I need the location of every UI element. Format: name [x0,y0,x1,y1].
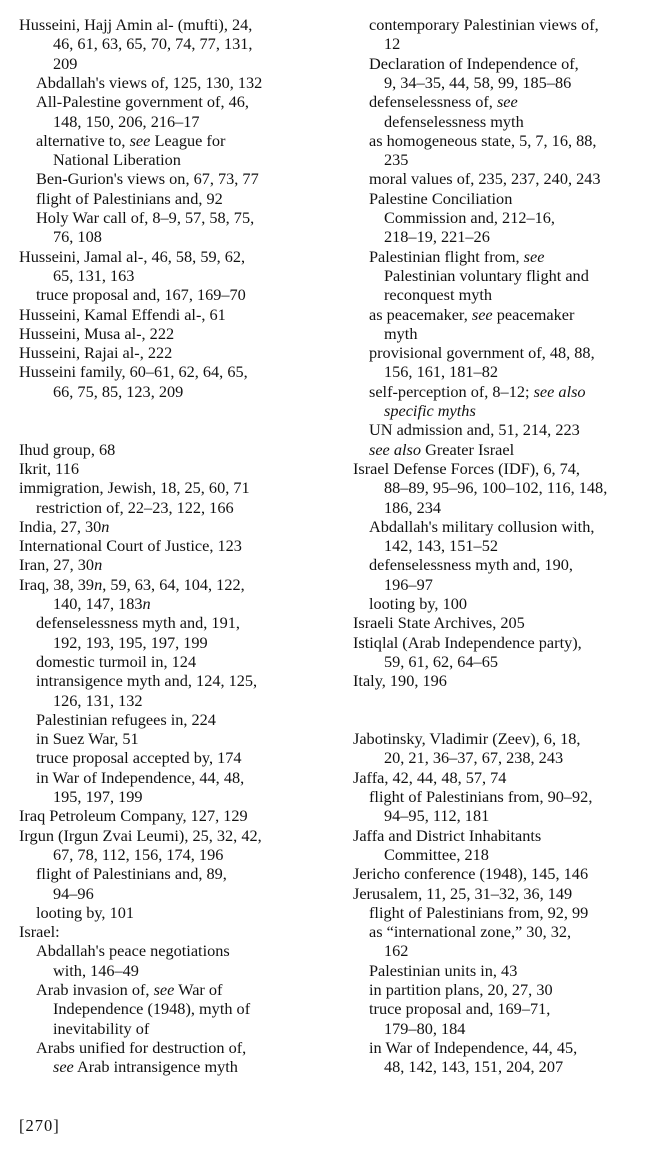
entry-text: peacemaker [492,304,575,324]
index-entry [353,768,506,787]
italic-text: see [471,304,493,324]
entry-text: with, 146–49 [53,960,139,980]
entry-text: , 59, 63, 64, 104, 122, [102,574,245,594]
index-subentry [369,305,574,324]
entry-text: Iraq Petroleum Company, 127, 129 [19,806,248,826]
entry-text: looting by, 101 [36,902,134,922]
index-continuation [384,478,607,497]
index-subentry [369,15,599,34]
entry-text: 9, 34–35, 44, 58, 99, 185–86 [384,72,572,92]
index-entry [19,343,172,362]
entry-text: India, 27, 30 [19,516,102,536]
index-entry [19,478,250,497]
index-continuation [53,112,200,131]
index-continuation [53,1019,149,1038]
entry-text: Husseini family, 60–61, 62, 64, 65, [19,362,248,382]
entry-text: Arabs unified for destruction of, [36,1037,247,1057]
entry-text: 179–80, 184 [384,1018,466,1038]
entry-text: in partition plans, 20, 27, 30 [369,980,553,999]
index-entry [353,633,582,652]
entry-text: defenselessness of, [369,92,497,112]
page-number: [270] [19,1116,60,1135]
index-subentry [36,748,242,767]
entry-text: Istiqlal (Arab Independence party), [353,632,582,652]
entry-text: truce proposal accepted by, 174 [36,748,242,768]
index-subentry [369,555,573,574]
entry-text: immigration, Jewish, 18, 25, 60, 71 [19,478,250,498]
entry-text: 88–89, 95–96, 100–102, 116, 148, [384,478,608,498]
index-subentry [36,73,262,92]
entry-text: League for [150,130,226,150]
italic-text: see [129,130,151,150]
entry-text: Jabotinsky, Vladimir (Zeev), 6, 18, [353,729,581,749]
entry-text: looting by, 100 [369,594,467,613]
index-continuation [384,1057,563,1076]
entry-text: Jaffa and District Inhabitants [353,825,542,845]
index-subentry [369,517,594,536]
entry-text: flight of Palestinians from, 90–92, [369,787,593,806]
index-entry [19,536,242,555]
entry-text: defenselessness myth and, 191, [36,613,240,633]
entry-text: in War of Independence, 44, 45, [369,1037,578,1057]
entry-text: 148, 150, 206, 216–17 [53,111,200,131]
entry-text: Commission and, 212–16, [384,208,555,227]
index-entry [19,806,248,825]
index-subentry [36,131,225,150]
italic-text: n [101,516,110,536]
italic-text: see also [533,381,586,401]
index-entry [353,864,588,883]
index-continuation [53,691,143,710]
entry-text: 195, 197, 199 [53,787,143,806]
entry-text: inevitability of [53,1018,150,1038]
index-entry [353,613,525,632]
index-continuation [53,633,208,652]
index-entry [19,15,252,34]
index-subentry [369,980,553,999]
entry-text: 59, 61, 62, 64–65 [384,651,498,671]
index-entry [19,555,102,574]
index-subentry [36,864,227,883]
index-continuation [384,806,489,825]
index-continuation [384,227,490,246]
entry-text: War of [174,980,223,999]
index-continuation [384,208,555,227]
entry-text: Palestinian refugees in, 224 [36,709,216,729]
entry-text: as “international zone,” 30, 32, [369,922,572,942]
entry-text: domestic turmoil in, 124 [36,651,197,671]
index-subentry [369,1038,577,1057]
entry-text: Jerusalem, 11, 25, 31–32, 36, 149 [353,883,573,903]
entry-text: Husseini, Rajai al-, 222 [19,343,173,363]
index-subentry [36,169,259,188]
entry-text: Jericho conference (1948), 145, 146 [353,864,589,884]
entry-text: as peacemaker, [369,304,472,324]
index-entry [19,247,245,266]
index-continuation [384,575,433,594]
entry-text: 126, 131, 132 [53,690,143,710]
entry-text: flight of Palestinians and, 89, [36,864,227,884]
index-continuation [53,382,183,401]
entry-text: Iran, 27, 30 [19,555,95,575]
entry-text: 140, 147, 183 [53,594,143,613]
entry-text: Abdallah's views of, 125, 130, 132 [36,72,263,92]
index-entry [19,459,79,478]
entry-text: contemporary Palestinian views of, [369,15,599,34]
italic-text: see [523,246,545,266]
index-continuation [384,748,563,767]
index-continuation [384,285,492,304]
index-continuation [384,150,408,169]
index-subentry [369,594,467,613]
index-entry [353,671,447,690]
index-continuation [384,845,489,864]
index-continuation [53,1057,238,1076]
entry-text: 20, 21, 36–37, 67, 238, 243 [384,748,564,768]
index-entry [19,575,245,594]
entry-text: Palestinian flight from, [369,246,524,266]
italic-text: n [94,574,103,594]
entry-text: Husseini, Musa al-, 222 [19,323,175,343]
index-continuation [53,54,77,73]
index-subentry [369,922,571,941]
index-entry [19,517,109,536]
entry-text: 192, 193, 195, 197, 199 [53,632,208,652]
entry-text: 94–95, 112, 181 [384,806,490,826]
index-continuation [53,787,143,806]
entry-text: Ben-Gurion's views on, 67, 73, 77 [36,169,259,189]
index-subentry [369,54,579,73]
index-subentry [369,131,596,150]
entry-text: restriction of, 22–23, 122, 166 [36,497,234,517]
entry-text: intransigence myth and, 124, 125, [36,671,258,691]
entry-text: defenselessness myth [384,111,524,131]
entry-text: Palestinian voluntary flight and [384,265,589,285]
index-subentry [369,999,550,1018]
index-entry [19,922,60,941]
index-entry [19,324,174,343]
index-continuation [384,73,571,92]
index-continuation [384,324,417,343]
index-continuation [53,266,134,285]
entry-text: 66, 75, 85, 123, 209 [53,381,184,401]
index-subentry [36,208,254,227]
entry-text: UN admission and, 51, 214, 223 [369,420,580,440]
entry-text: Ikrit, 116 [19,458,79,478]
index-subentry [36,941,230,960]
entry-text: 235 [384,150,409,170]
index-continuation [384,112,524,131]
index-continuation [384,362,498,381]
index-continuation [384,652,498,671]
entry-text: in Suez War, 51 [36,729,139,749]
entry-text: as homogeneous state, 5, 7, 16, 88, [369,130,597,150]
entry-text: provisional government of, 48, 88, [369,343,595,363]
entry-text: International Court of Justice, 123 [19,536,242,556]
index-subentry [36,768,244,787]
entry-text: Ihud group, 68 [19,439,116,459]
index-subentry [36,92,249,111]
entry-text: 48, 142, 143, 151, 204, 207 [384,1057,564,1077]
entry-text: Holy War call of, 8–9, 57, 58, 75, [36,208,255,227]
index-continuation [53,227,102,246]
entry-text: Iraq, 38, 39 [19,574,95,594]
entry-text: 186, 234 [384,497,441,517]
index-entry [19,362,248,381]
index-subentry [36,498,234,517]
index-subentry [36,189,223,208]
entry-text: 67, 78, 112, 156, 174, 196 [53,844,224,864]
index-continuation [384,536,498,555]
entry-text: Independence (1948), myth of [53,999,251,1019]
index-subentry [36,652,196,671]
index-subentry [369,247,544,266]
entry-text: National Liberation [53,150,181,170]
entry-text: Irgun (Irgun Zvai Leumi), 25, 32, 42, [19,825,262,845]
index-subentry [36,729,139,748]
entry-text: Husseini, Kamal Effendi al-, 61 [19,304,226,324]
index-continuation [384,941,408,960]
entry-text: Committee, 218 [384,844,489,864]
index-subentry [369,169,601,188]
index-subentry [36,285,246,304]
entry-text: in War of Independence, 44, 48, [36,767,245,787]
index-continuation [384,1019,465,1038]
entry-text: 196–97 [384,574,433,594]
italic-text: see also [369,439,421,459]
entry-text: Abdallah's military collusion with, [369,516,595,536]
index-continuation [53,150,181,169]
entry-text: Husseini, Hajj Amin al- (mufti), 24, [19,15,253,34]
entry-text: 162 [384,941,409,961]
entry-text: 65, 131, 163 [53,265,135,285]
index-continuation [53,594,151,613]
index-continuation [384,266,589,285]
entry-text: 209 [53,53,78,73]
index-continuation [53,999,250,1018]
entry-text: flight of Palestinians and, 92 [36,188,223,208]
index-continuation [384,498,441,517]
entry-text: Israeli State Archives, 205 [353,613,525,633]
entry-text: reconquest myth [384,285,493,305]
index-subentry [369,343,595,362]
entry-text: Israel: [19,922,60,942]
entry-text: Jaffa, 42, 44, 48, 57, 74 [353,767,507,787]
index-entry [353,459,580,478]
entry-text: 46, 61, 63, 65, 70, 74, 77, 131, [53,34,253,54]
entry-text: self-perception of, 8–12; [369,381,534,401]
entry-text: 142, 143, 151–52 [384,536,498,556]
index-subentry [369,92,518,111]
index-entry [19,440,115,459]
index-subentry [369,903,588,922]
index-subentry [36,613,240,632]
index-subentry [36,671,257,690]
entry-text: Arab invasion of, [36,980,154,999]
index-entry [19,826,262,845]
entry-text: Declaration of Independence of, [369,53,579,73]
entry-text: Husseini, Jamal al-, 46, 58, 59, 62, [19,246,246,266]
index-subentry [36,903,134,922]
index-subentry [369,440,514,459]
index-subentry [369,189,512,208]
entry-text: 156, 161, 181–82 [384,362,498,382]
entry-text: flight of Palestinians from, 92, 99 [369,902,589,922]
italic-text: n [142,594,151,613]
index-subentry [369,787,592,806]
entry-text: truce proposal and, 169–71, [369,999,551,1019]
index-subentry [369,420,580,439]
entry-text: Greater Israel [421,439,515,459]
index-entry [353,826,541,845]
index-subentry [369,961,517,980]
index-continuation [53,961,139,980]
entry-text: 12 [384,34,401,54]
entry-text: Italy, 190, 196 [353,671,447,691]
entry-text: myth [384,323,418,343]
index-subentry [36,1038,246,1057]
index-continuation [53,884,94,903]
index-continuation [384,401,476,420]
entry-text: Palestine Conciliation [369,188,513,208]
index-continuation [53,34,252,53]
entry-text: alternative to, [36,130,130,150]
entry-text: Israel Defense Forces (IDF), 6, 74, [353,458,580,478]
italic-text: n [94,555,103,575]
index-subentry [369,382,586,401]
entry-text: 76, 108 [53,227,102,247]
entry-text: defenselessness myth and, 190, [369,555,573,575]
entry-text: All-Palestine government of, 46, [36,92,249,112]
entry-text: Abdallah's peace negotiations [36,941,230,961]
index-subentry [36,980,222,999]
entry-text: moral values of, 235, 237, 240, 243 [369,169,601,189]
italic-text: specific myths [384,401,476,420]
entry-text: 218–19, 221–26 [384,227,490,247]
index-continuation [384,34,400,53]
index-continuation [53,845,223,864]
italic-text: see [153,980,175,999]
entry-text: truce proposal and, 167, 169–70 [36,285,246,305]
italic-text: see [53,1057,74,1077]
index-entry [19,305,226,324]
italic-text: see [496,92,518,112]
index-entry [353,884,572,903]
entry-text: Palestinian units in, 43 [369,960,518,980]
entry-text: Arab intransigence myth [73,1057,238,1077]
entry-text: 94–96 [53,883,94,903]
index-entry [353,729,580,748]
index-subentry [36,710,216,729]
